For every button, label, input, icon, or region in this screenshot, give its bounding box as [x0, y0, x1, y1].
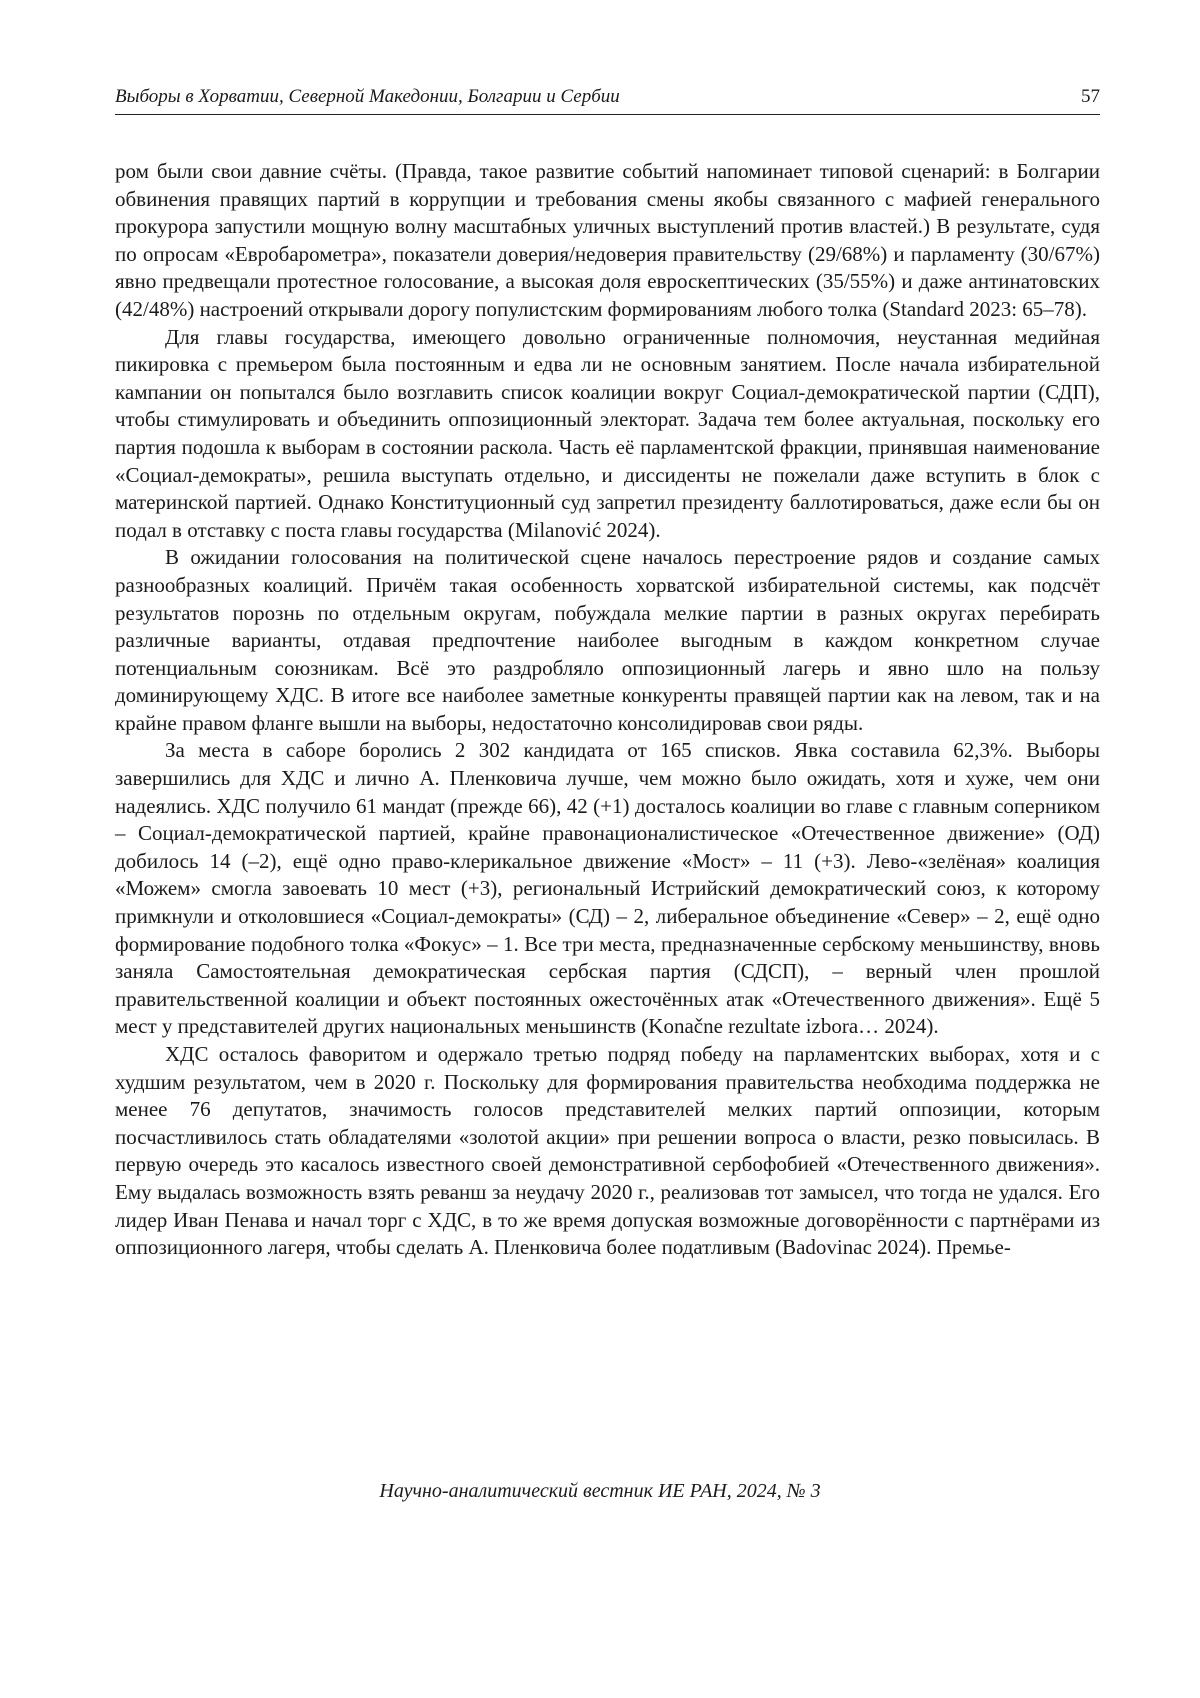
paragraph: В ожидании голосования на политической сцене началось перестроение рядов и создание самых разнообразных коалиций. Причём такая особенность хорватской избирательной системы, как подсчёт результатов порознь по отдельным округам, побуждала мелкие партии в разных округах перебирать различные варианты, отдавая предпочтение наиболее выгодным в каждом конкретном случае потенциальным союзникам. Всё это раздробляло оппозиционный лагерь и явно шло на пользу доминирующему ХДС. В итоге все наиболее заметные конкуренты правящей партии как на левом, так и на крайне правом фланге вышли на выборы, недостаточно консолидировав свои ряды.	[115, 545, 1100, 735]
page-number: 57	[1081, 86, 1100, 107]
paragraph: ром были свои давние счёты. (Правда, такое развитие событий напоминает типовой сценарий: в Болгарии обвинения правящих партий в коррупции и требования смены якобы связанного с мафией генерального прокурора запустили мощную волну масштабных уличных выступлений против властей.) В результате, судя по опросам «Евробарометра», показатели доверия/недоверия правительству (29/68%) и парламенту (30/67%) явно предвещали протестное голосование, а высокая доля евроскептических (35/55%) и даже антинатовских (42/48%) настроений открывали дорогу популистским формированиям любого толка (Standard 2023: 65–78).	[115, 159, 1100, 321]
article-body	[115, 158, 1100, 1262]
paragraph: За места в саборе боролись 2 302 кандидата от 165 списков. Явка составила 62,3%. Выборы завершились для ХДС и лично А. Пленковича лучше, чем можно было ожидать, хотя и хуже, чем они надеялись. ХДС получило 61 мандат (прежде 66), 42 (+1) досталось коалиции во главе с главным соперником – Социал-демократической партией, крайне правонационалистическое «Отечественное движение» (ОД) добилось 14 (–2), ещё одно право-клерикальное движение «Мост» – 11 (+3). Лево-«зелёная» коалиция «Можем» смогла завоевать 10 мест (+3), региональный Истрийский демократический союз, к которому примкнули и отколовшиеся «Социал-демократы» (СД) – 2, либеральное объединение «Север» – 2, ещё одно формирование подобного толка «Фокус» – 1. Все три места, предназначенные сербскому меньшинству, вновь заняла Самостоятельная демократическая сербская партия (СДСП), – верный член прошлой правительственной коалиции и объект постоянных ожесточённых атак «Отечественного движения». Ещё 5 мест у представителей других национальных меньшинств (Konačne rezultate izbora… 2024).	[115, 738, 1100, 1039]
running-header	[115, 84, 1100, 115]
running-header-title: Выборы в Хорватии, Северной Македонии, Болгарии и Сербии	[115, 86, 620, 107]
paragraph: Для главы государства, имеющего довольно ограниченные полномочия, неустанная медийная пикировка с премьером была постоянным и едва ли не основным занятием. После начала избирательной кампании он попытался было возглавить список коалиции вокруг Социал-демократической партии (СДП), чтобы стимулировать и объединить оппозиционный электорат. Задача тем более актуальная, поскольку его партия подошла к выборам в состоянии раскола. Часть её парламентской фракции, принявшая наименование «Социал-демократы», решила выступать отдельно, и диссиденты не пожелали даже вступить в блок с материнской партией. Однако Конституционный суд запретил президенту баллотироваться, даже если бы он подал в отставку с поста главы государства (Milanović 2024).	[115, 324, 1100, 542]
paragraph: ХДС осталось фаворитом и одержало третью подряд победу на парламентских выборах, хотя и с худшим результатом, чем в 2020 г. Поскольку для формирования правительства необходима поддержка не менее 76 депутатов, значимость голосов представителей мелких партий оппозиции, которым посчастливилось стать обладателями «золотой акции» при решении вопроса о власти, резко повысилась. В первую очередь это касалось известного своей демонстративной сербофобией «Отечественного движения». Ему выдалась возможность взять реванш за неудачу 2020 г., реализовав тот замысел, что тогда не удался. Его лидер Иван Пенава и начал торг с ХДС, в то же время допуская возможные договорённости с партнёрами из оппозиционного лагеря, чтобы сделать А. Пленковича более податливым (Badovinac 2024). Премье-	[115, 1042, 1100, 1260]
running-footer: Научно-аналитический вестник ИЕ РАН, 2024, № 3	[379, 1480, 821, 1502]
